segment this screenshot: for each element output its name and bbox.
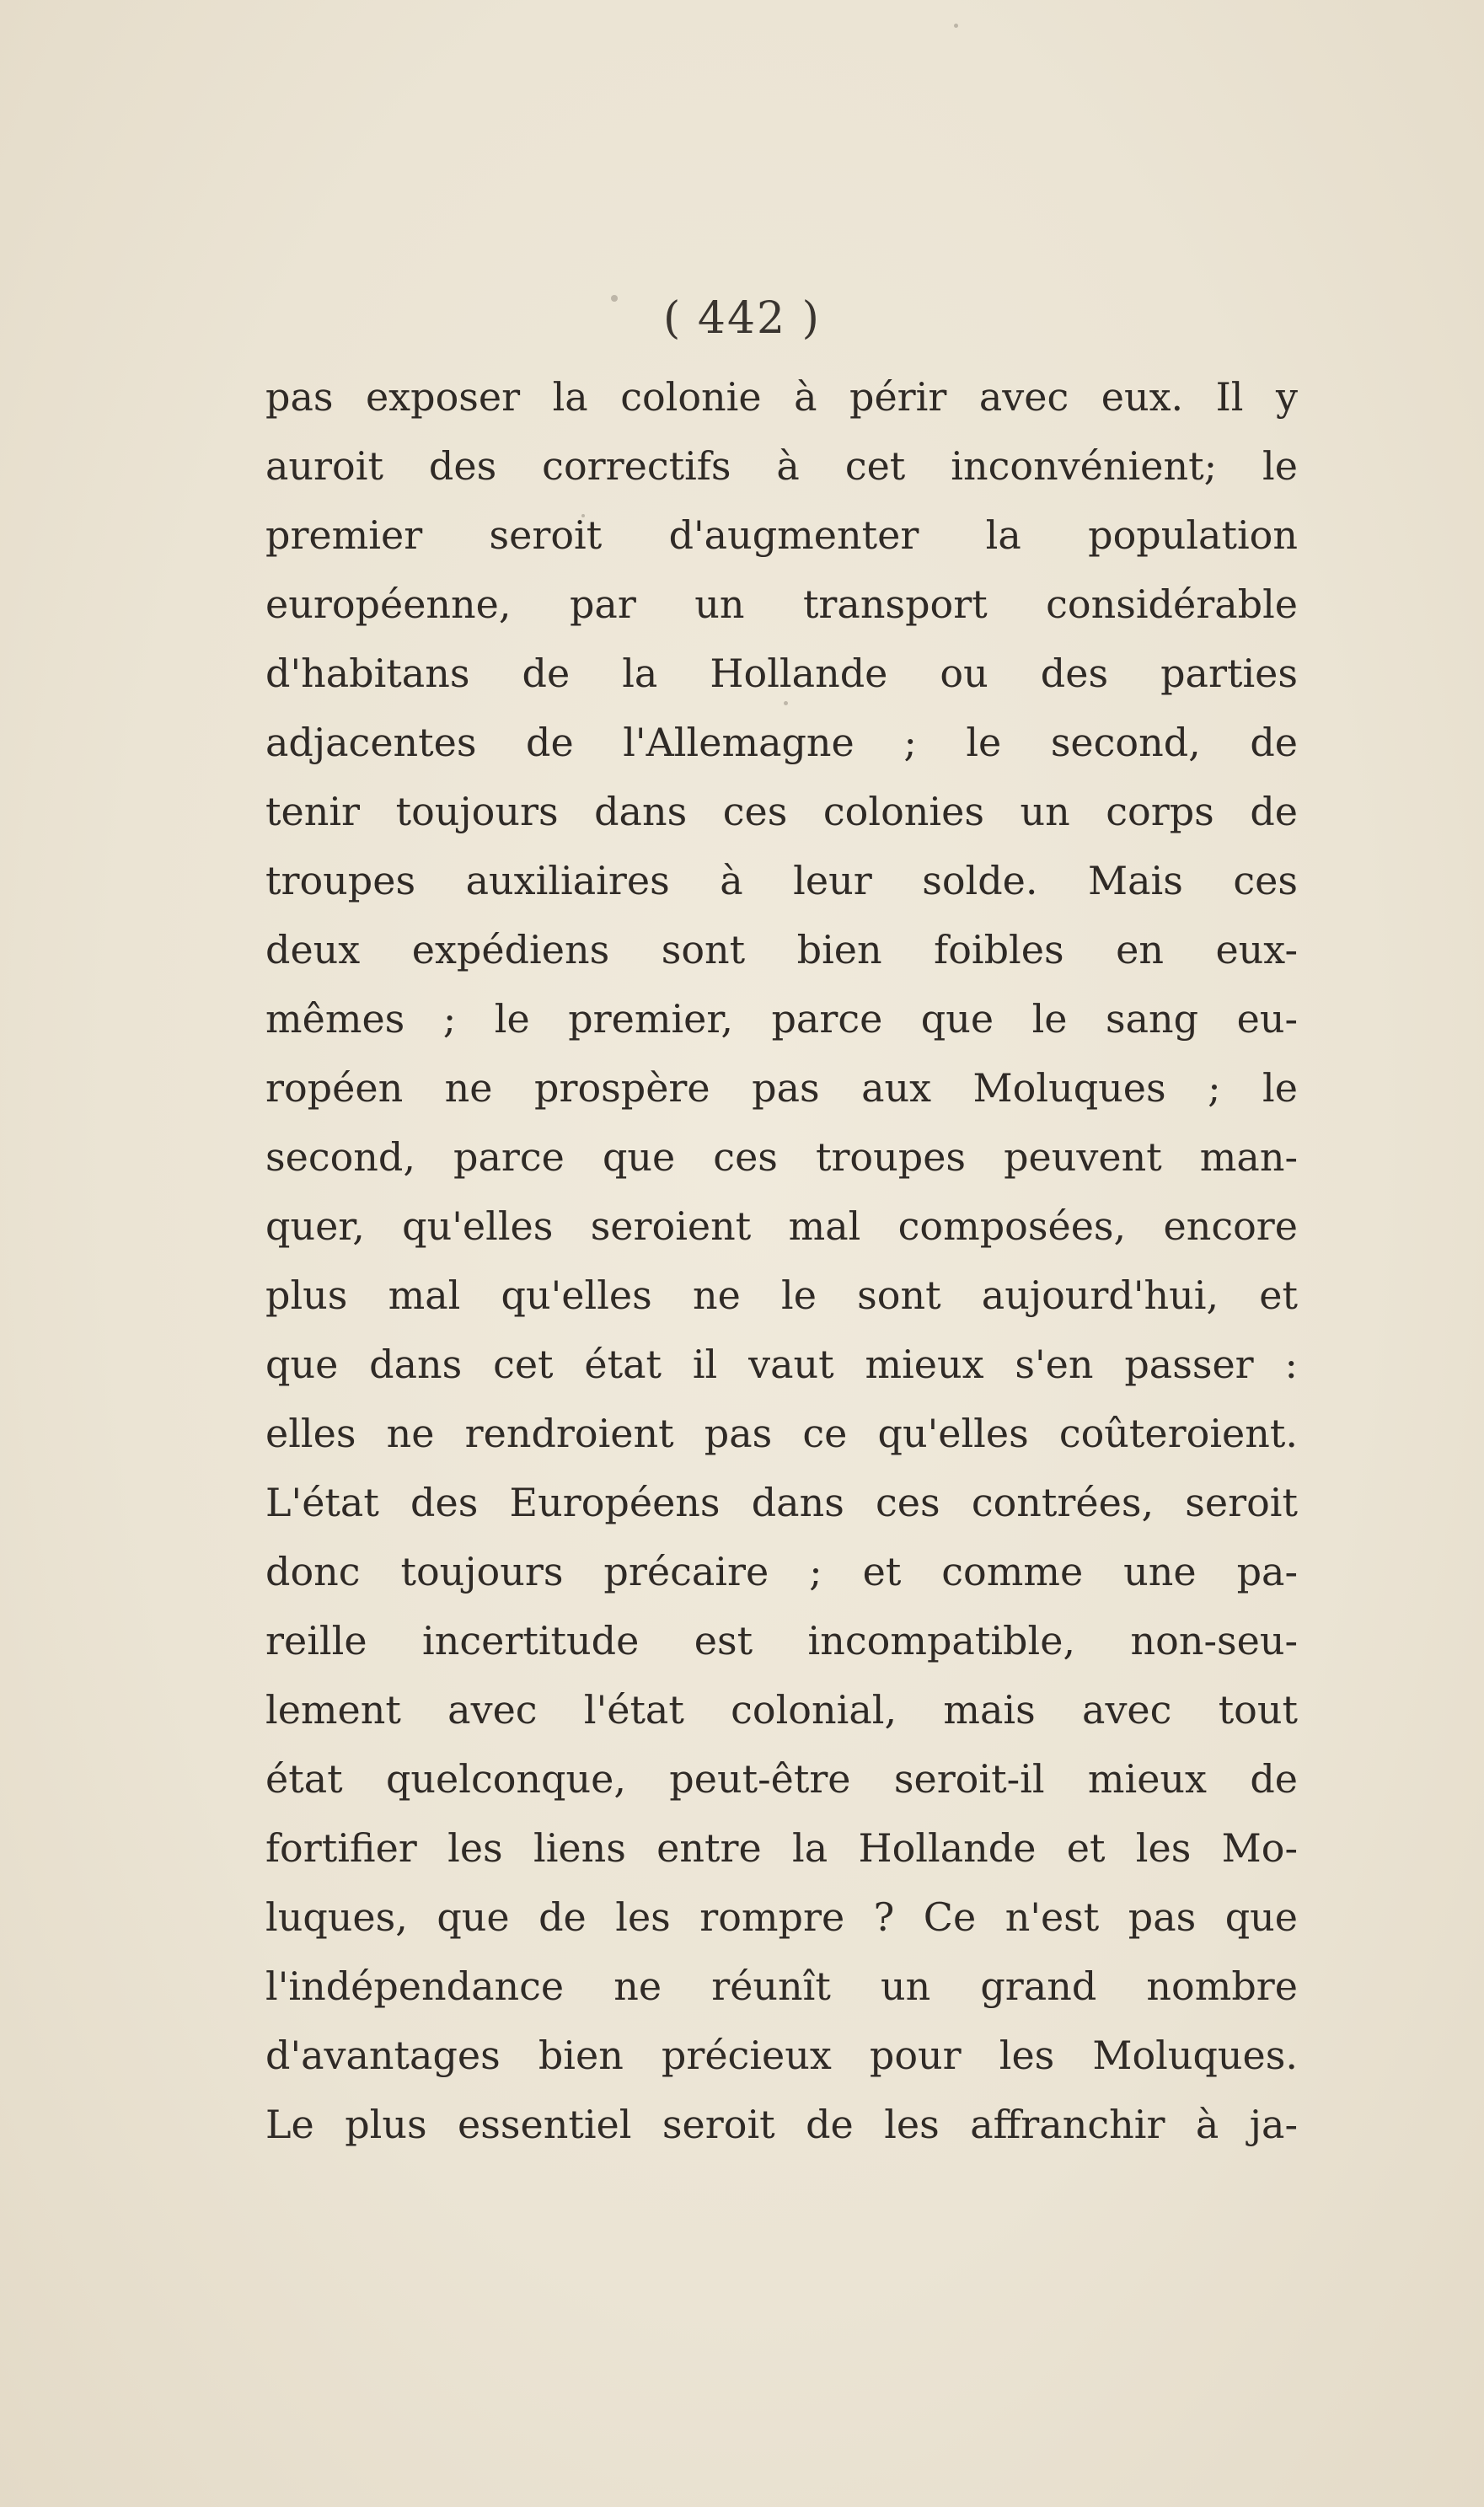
text-line: adjacentes de l'Allemagne ; le second, de: [265, 720, 1298, 765]
text-line: Le plus essentiel seroit de les affranchir à ja-: [265, 2102, 1298, 2147]
text-line: reille incertitude est incompatible, non-seu-: [265, 1618, 1298, 1663]
text-line: que dans cet état il vaut mieux s'en passer :: [265, 1342, 1298, 1387]
text-line: second, parce que ces troupes peuvent man-: [265, 1134, 1298, 1180]
text-line: d'avantages bien précieux pour les Moluques.: [265, 2033, 1298, 2078]
text-line: état quelconque, peut-être seroit-il mieux de: [265, 1756, 1298, 1802]
text-line: quer, qu'elles seroient mal composées, encore: [265, 1203, 1298, 1249]
text-line: tenir toujours dans ces colonies un corps de: [265, 789, 1298, 834]
paper-speck: [954, 24, 958, 28]
text-line: L'état des Européens dans ces contrées, seroit: [265, 1480, 1298, 1525]
text-line: pas exposer la colonie à périr avec eux. Il y: [265, 374, 1298, 420]
text-line: lement avec l'état colonial, mais avec tout: [265, 1687, 1298, 1733]
text-line: elles ne rendroient pas ce qu'elles coûteroient.: [265, 1411, 1298, 1456]
text-line: d'habitans de la Hollande ou des parties: [265, 651, 1298, 696]
text-line: mêmes ; le premier, parce que le sang eu-: [265, 996, 1298, 1042]
text-line: deux expédiens sont bien foibles en eux-: [265, 927, 1298, 972]
body-text: [265, 362, 1298, 2159]
text-line: plus mal qu'elles ne le sont aujourd'hui, et: [265, 1272, 1298, 1318]
text-line: auroit des correctifs à cet inconvénient; le: [265, 443, 1298, 489]
text-line: premier seroit d'augmenter la population: [265, 512, 1298, 558]
text-line: donc toujours précaire ; et comme une pa-: [265, 1549, 1298, 1594]
text-line: troupes auxiliaires à leur solde. Mais ces: [265, 858, 1298, 903]
text-line: fortifier les liens entre la Hollande et les Mo-: [265, 1825, 1298, 1871]
page-number: ( 442 ): [663, 293, 821, 344]
text-line: l'indépendance ne réunît un grand nombre: [265, 1963, 1298, 2009]
text-line: ropéen ne prospère pas aux Moluques ; le: [265, 1065, 1298, 1111]
text-line: luques, que de les rompre ? Ce n'est pas que: [265, 1894, 1298, 1940]
text-line: européenne, par un transport considérable: [265, 581, 1298, 627]
